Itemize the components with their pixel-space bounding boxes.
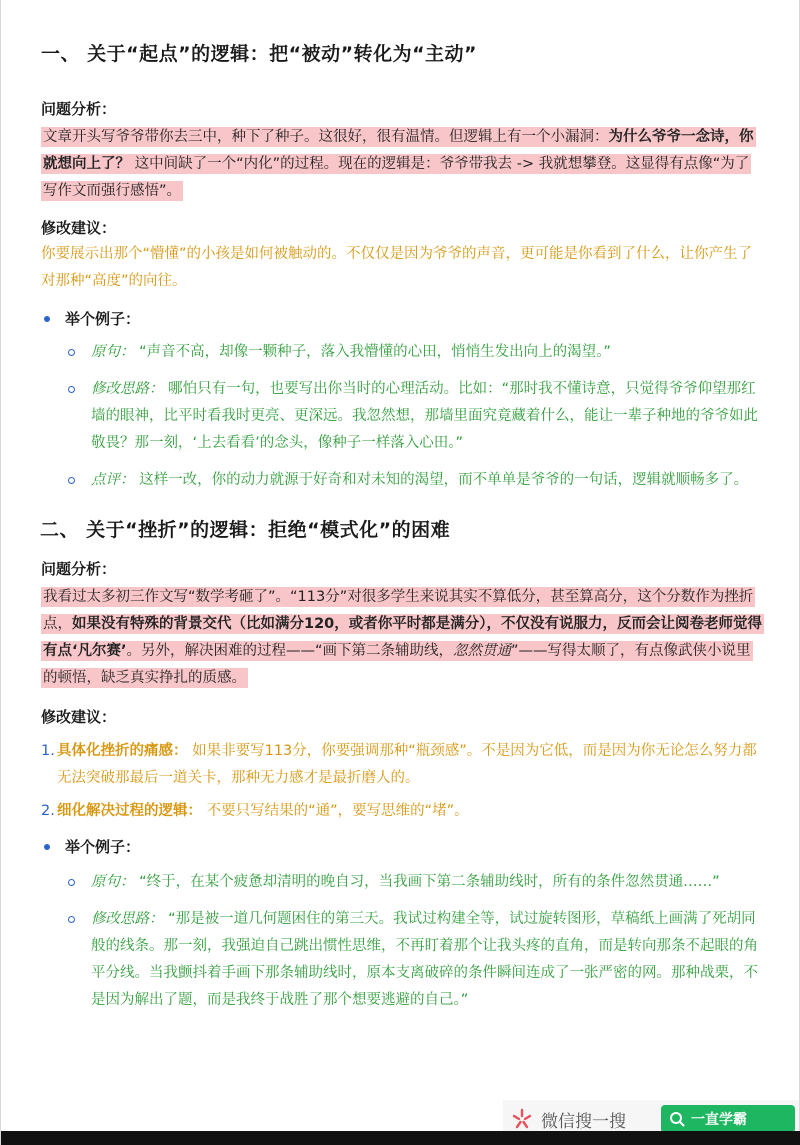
analysis-text-c: 这中间缺了一个“内化”的过程。现在的逻辑是：爷爷带我去 -> 我就想攀登。这显得有点像“为了写作文而强行感悟”。: [43, 156, 750, 199]
example-value: 这样一改，你的动力就源于好奇和对未知的渴望，而不单单是爷爷的一句话，逻辑就顺畅多了。: [134, 472, 749, 488]
list-number: 1.: [41, 743, 55, 759]
example-label-text: 举个例子：: [65, 838, 141, 856]
list-item: [65, 376, 763, 457]
section-2-example-list: [41, 835, 763, 859]
search-button[interactable]: [661, 1105, 795, 1133]
analysis-text-a: 我看过太多初三作文写“数学考砸了”。“113分”对很多学生来说其实不算低分，甚至算高分，这个分数作为挫折点，: [43, 589, 754, 632]
search-label: 一直学霸: [691, 1112, 747, 1128]
section-2-example-label: [41, 835, 763, 859]
advice-value: 不要只写结果的“通”，要写思维的“堵”。: [202, 803, 469, 819]
list-number: 2.: [41, 803, 55, 819]
advice-value: 如果非要写113分，你要强调那种“瓶颈感”。不是因为它低，而是因为你无论怎么努力都无法突破那最后一道关卡，那种无力感才是最折磨人的。: [57, 743, 757, 786]
section-1-analysis-label: 问题分析：: [41, 100, 117, 118]
section-1-analysis: [41, 124, 763, 205]
list-item: [65, 339, 763, 366]
section-2-analysis-highlight: [41, 587, 764, 688]
section-2-example-items: [65, 869, 763, 1014]
example-key: 修改思路：: [91, 381, 164, 397]
section-2-advice-label: 修改建议：: [41, 708, 117, 726]
analysis-text-bold: 如果没有特殊的背景交代（比如满分120，或者你平时都是满分），不仅没有说服力，反而会让阅卷老师觉得有点‘凡尔赛’: [43, 616, 763, 659]
wechat-search-logo-icon: [511, 1108, 533, 1130]
advice-key: 细化解决过程的逻辑：: [57, 803, 202, 819]
example-value: “终于，在某个疲惫却清明的晚自习，当我画下第二条辅助线时，所有的条件忽然贯通……”: [134, 874, 720, 890]
example-key: 原句：: [91, 874, 135, 890]
example-label-text: 举个例子：: [65, 310, 141, 328]
example-key: 点评：: [91, 472, 135, 488]
section-1-advice-label: 修改建议：: [41, 219, 117, 237]
section-2-analysis: [41, 584, 763, 692]
section-1-advice: 你要展示出那个“懵懂”的小孩是如何被触动的。不仅仅是因为爷爷的声音，更可能是你看到了什么，让你产生了对那种“高度”的向往。: [41, 246, 753, 289]
analysis-text-e: ”——写得太顺了，有点像武侠小说里的顿悟，缺乏真实挣扎的质感。: [43, 643, 751, 686]
section-1-analysis-highlight: [41, 127, 756, 201]
section-2-analysis-label: 问题分析：: [41, 560, 117, 578]
list-item: [65, 467, 763, 494]
advice-key: 具体化挫折的痛感：: [57, 743, 188, 759]
example-key: 修改思路：: [91, 911, 164, 927]
analysis-text-italic: 忽然贯通: [453, 643, 512, 659]
example-value: 哪怕只有一句，也要写出你当时的心理活动。比如：“那时我不懂诗意，只觉得爷爷仰望那红墙的眼神，比平时看我时更亮、更深远。我忽然想，那墙里面究竟藏着什么，能让一辈子种地的爷爷如此敬畏？那一刻，‘上去看看’的念头，像种子一样落入心田。”: [91, 381, 758, 451]
section-2-title: 二、 关于“挫折”的逻辑：拒绝“模式化”的困难: [40, 519, 451, 541]
list-item: [65, 906, 763, 1014]
list-item: [41, 738, 763, 792]
section-1-example-items: [65, 339, 763, 494]
list-item: [65, 869, 763, 896]
section-1-title: 一、 关于“起点”的逻辑：把“被动”转化为“主动”: [41, 43, 478, 65]
search-icon: [669, 1111, 685, 1127]
example-key: 原句：: [91, 344, 135, 360]
section-1-example-label: [41, 307, 763, 331]
section-2-advice-list: [41, 738, 763, 825]
list-item: [41, 798, 763, 825]
analysis-text-a: 文章开头写爷爷带你去三中，种下了种子。这很好，很有温情。但逻辑上有一个小漏洞：: [43, 129, 609, 145]
document-content: [41, 40, 763, 1014]
example-value: “那是被一道几何题困住的第三天。我试过构建全等，试过旋转图形，草稿纸上画满了死胡同般的线条。那一刻，我强迫自己跳出惯性思维，不再盯着那个让我头疼的直角，而是转向那条不起眼的角平分线。当我颤抖着手画下那条辅助线时，原本支离破碎的条件瞬间连成了一张严密的网。那种战栗，不是因为解出了题，而是我终于战胜了那个想要逃避的自己。”: [91, 911, 758, 1008]
analysis-text-c: 。另外，解决困难的过程——“画下第二条辅助线，: [126, 643, 454, 659]
bottom-bar: [1, 1131, 800, 1145]
analysis-text-bold: 为什么爷爷一念诗，你就想向上了？: [43, 129, 754, 172]
watermark-text: 微信搜一搜: [541, 1111, 626, 1132]
example-value: “声音不高，却像一颗种子，落入我懵懂的心田，悄悄生发出向上的渴望。”: [134, 344, 611, 360]
section-1-example-list: [41, 307, 763, 331]
